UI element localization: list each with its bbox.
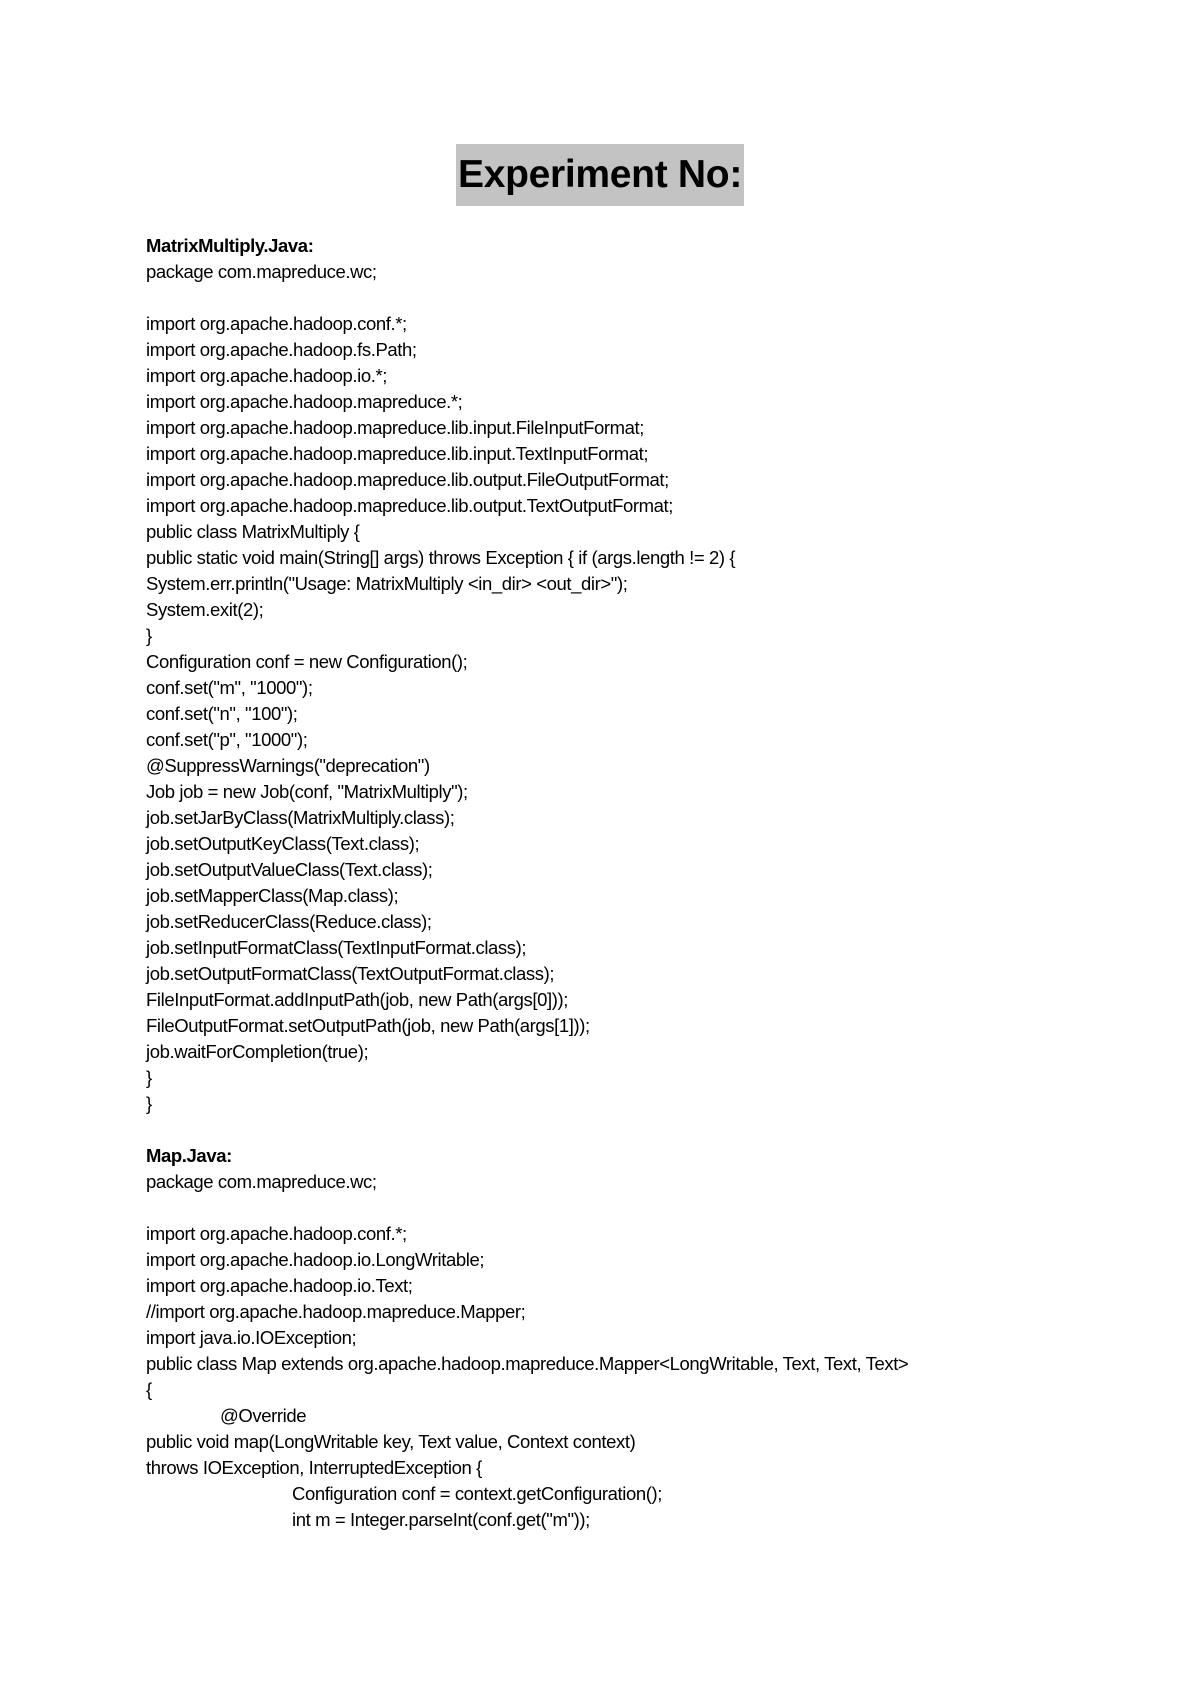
code-line: { [146, 1379, 152, 1400]
code-line: System.exit(2); [146, 599, 264, 620]
page-title: Experiment No: [456, 144, 744, 206]
code-line: import org.apache.hadoop.mapreduce.lib.output.TextOutputFormat; [146, 495, 674, 516]
section-heading: Map.Java: [146, 1145, 232, 1166]
code-line: package com.mapreduce.wc; [146, 261, 377, 282]
code-line: package com.mapreduce.wc; [146, 1171, 377, 1192]
code-line: } [146, 625, 152, 646]
code-line: import org.apache.hadoop.mapreduce.lib.input.FileInputFormat; [146, 417, 645, 438]
code-line: job.setInputFormatClass(TextInputFormat.class); [146, 937, 527, 958]
code-line: public class MatrixMultiply { [146, 521, 360, 542]
blank-line [146, 285, 1146, 311]
code-line: import org.apache.hadoop.conf.*; [146, 1223, 407, 1244]
code-line: import org.apache.hadoop.mapreduce.lib.input.TextInputFormat; [146, 443, 649, 464]
code-line: job.setOutputKeyClass(Text.class); [146, 833, 420, 854]
code-line: //import org.apache.hadoop.mapreduce.Mapper; [146, 1301, 526, 1322]
code-line: job.setReducerClass(Reduce.class); [146, 911, 432, 932]
code-line: Job job = new Job(conf, "MatrixMultiply"); [146, 781, 468, 802]
code-line: import org.apache.hadoop.mapreduce.*; [146, 391, 463, 412]
code-line: job.setOutputValueClass(Text.class); [146, 859, 433, 880]
code-line: import org.apache.hadoop.mapreduce.lib.output.FileOutputFormat; [146, 469, 669, 490]
code-line: job.setJarByClass(MatrixMultiply.class); [146, 807, 455, 828]
document-body [146, 233, 1146, 1533]
code-line: import org.apache.hadoop.fs.Path; [146, 339, 417, 360]
code-line: import org.apache.hadoop.conf.*; [146, 313, 407, 334]
code-line: throws IOException, InterruptedException { [146, 1457, 482, 1478]
blank-line [146, 1195, 1146, 1221]
code-line: @Override [220, 1405, 307, 1426]
code-line: import org.apache.hadoop.io.LongWritable; [146, 1249, 485, 1270]
code-line: } [146, 1067, 152, 1088]
code-line: public void map(LongWritable key, Text value, Context context) [146, 1431, 636, 1452]
code-line: import java.io.IOException; [146, 1327, 357, 1348]
code-line: int m = Integer.parseInt(conf.get("m")); [292, 1509, 590, 1530]
code-line: System.err.println("Usage: MatrixMultiply <in_dir> <out_dir>"); [146, 573, 628, 594]
code-section [146, 1143, 1146, 1533]
code-line: import org.apache.hadoop.io.*; [146, 365, 388, 386]
code-line: job.setOutputFormatClass(TextOutputFormat.class); [146, 963, 555, 984]
code-line: job.waitForCompletion(true); [146, 1041, 369, 1062]
code-line: Configuration conf = new Configuration(); [146, 651, 468, 672]
code-line: import org.apache.hadoop.io.Text; [146, 1275, 413, 1296]
code-line: FileOutputFormat.setOutputPath(job, new Path(args[1])); [146, 1015, 590, 1036]
code-line: FileInputFormat.addInputPath(job, new Path(args[0])); [146, 989, 568, 1010]
code-section [146, 233, 1146, 1117]
title-container [0, 144, 1200, 206]
section-gap [146, 1117, 1146, 1143]
code-line: conf.set("p", "1000"); [146, 729, 308, 750]
code-line: } [146, 1093, 152, 1114]
code-line: conf.set("n", "100"); [146, 703, 298, 724]
section-heading: MatrixMultiply.Java: [146, 235, 314, 256]
code-line: public class Map extends org.apache.hadoop.mapreduce.Mapper<LongWritable, Text, Text, Text> [146, 1353, 909, 1374]
code-line: Configuration conf = context.getConfiguration(); [292, 1483, 663, 1504]
code-line: conf.set("m", "1000"); [146, 677, 313, 698]
code-line: @SuppressWarnings("deprecation") [146, 755, 430, 776]
code-line: public static void main(String[] args) throws Exception { if (args.length != 2) { [146, 547, 736, 568]
code-line: job.setMapperClass(Map.class); [146, 885, 399, 906]
